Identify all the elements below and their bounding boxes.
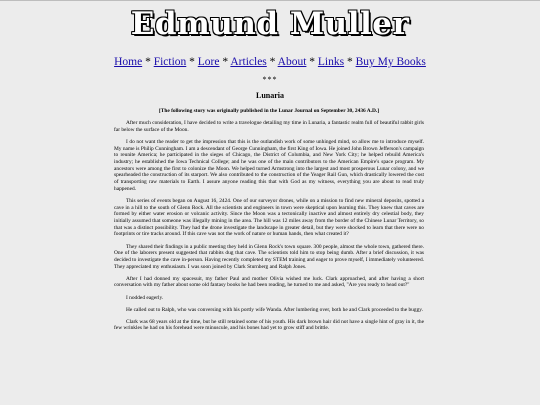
nav-separator: * [269, 56, 276, 68]
story-body [114, 108, 424, 338]
nav-link-fiction[interactable]: Fiction [153, 56, 187, 68]
nav-separator: * [222, 56, 229, 68]
story-paragraph: After much consideration, I have decided to write a travelogue detailing my time in Lunaria, a fantastic realm full of beautiful rabbit girls far below the surface of the Moon. [114, 120, 424, 133]
story-paragraph: I nodded eagerly. [126, 294, 164, 301]
story-paragraph: This series of events began on August 16, 2424. One of our surveyor drones, while on a mission to find new mineral deposits, spotted a cave in a hill to the south of Glenn Rock. All the scientists and engineers in town were skeptical upon learning this. They knew that caves are formed by either water erosion or volcanic activity. Since the Moon was a tectonically inactive and almost entirely dry celestial body, they initially assumed that someone was illegally mining in the area. The hill was 12 miles away from the border of the Chinese Lunar Territory, so that was a distinct possibility. They had the drone investigate the landscape in greater detail, but they were shocked to learn that there were no footprints or tire tracks around. If this cave was not the work of nature or human hands, then what created it? [114, 197, 424, 238]
nav-link-articles[interactable]: Articles [230, 56, 267, 68]
nav-link-about[interactable]: About [277, 56, 307, 68]
site-title: Edmund Muller [130, 6, 410, 42]
nav-separator: * [189, 56, 195, 68]
story-paragraph: They shared their findings in a public meeting they held in Glenn Rock's town square. 300 people, almost the whole town, gathered there. One of the laborers present suggested that rabbits dug that cave. The scientists told him to stop being dumb. After a brief discussion, it was decided to investigate the cave in-person. Having recently completed my STEM training and eager to prove myself, I immediately volunteered. They appreciated my enthusiasm. I was soon joined by Clark Sturnberg and Ralph Jones. [114, 243, 424, 270]
section-divider: *** [262, 75, 278, 84]
nav-link-lore[interactable]: Lore [197, 56, 220, 68]
nav-link-links[interactable]: Links [317, 56, 345, 68]
nav-separator: * [346, 56, 353, 68]
story-paragraph: After I had donned my spacesuit, my father Paul and mother Olivia wished me luck. Clark approached, and after having a short conversation with my father about some old fantasy books he had been reading, he turned to me and asked, "Are you ready to head out?" [114, 275, 424, 289]
story-paragraph: I do not want the reader to get the impression that this is the outlandish work of some unhinged mind, so allow me to introduce myself. My name is Philip Cunningham. I am a descendant of George Cunningham, the first King of Iowa. He joined John Brown Jefferson's campaign to reunite America; he participated in the sieges of Chicago, the District of Columbia, and New York City; he helped rebuild America's industry; he established the Iowa Technical College; and he was one of the main contributors to the American Empire's space program. My ancestors were among the first to colonize the Moon. We helped turned Armstrong into the largest and most prosperous Lunar colony, and we spearheaded the construction of its starport. We also contributed to the construction of the Yeager Rail Gun, which drastically lowered the cost of transporting raw materials to Earth. I assure anyone reading this that with God as my witness, everything you are about to read truly happened. [114, 138, 424, 192]
nav-link-home[interactable]: Home [114, 56, 143, 68]
main-nav [0, 55, 540, 69]
nav-separator: * [309, 56, 316, 68]
publication-note: [The following story was originally published in the Lunar Journal on September 30, 2436 A.D.] [158, 108, 380, 114]
top-border [0, 0, 540, 1]
nav-link-buy-my-books[interactable]: Buy My Books [355, 56, 426, 68]
nav-separator: * [145, 56, 151, 68]
story-title: Lunaria [255, 91, 284, 100]
story-paragraph: Clark was 68 years old at the time, but he still retained some of his youth. His dark brown hair did not have a single hint of gray in it, the few wrinkles he had on his forehead were minuscule, and his bones had yet to grow stiff and brittle. [114, 318, 424, 332]
story-paragraph: He called out to Ralph, who was conversing with his portly wife Wanda. After lumbering over, both he and Clark proceeded to the buggy. [126, 306, 423, 313]
